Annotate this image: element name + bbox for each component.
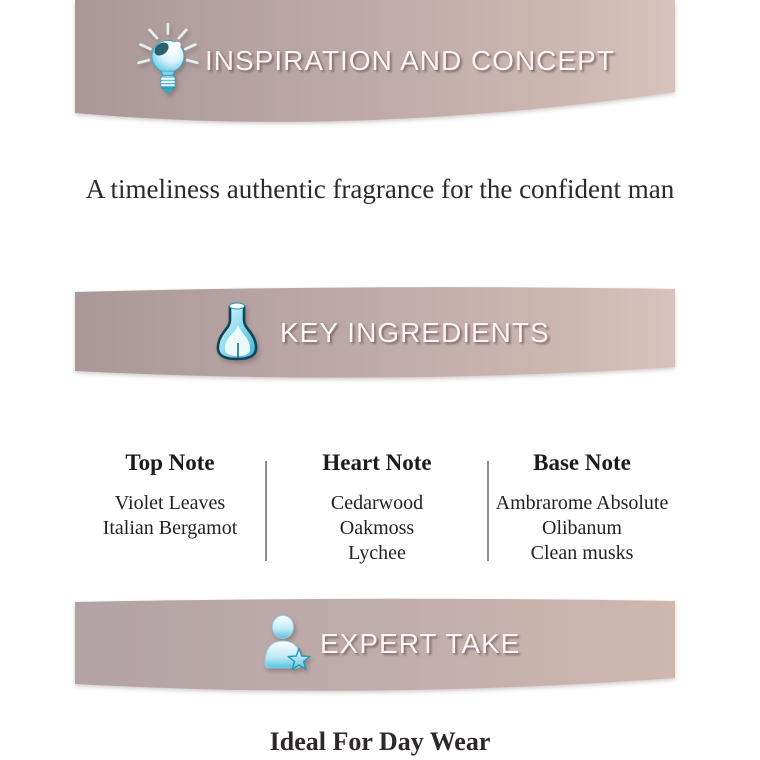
heart-note-heading: Heart Note	[322, 450, 432, 475]
note-item: Ambrarome Absolute	[495, 492, 669, 514]
person-star-icon	[260, 614, 312, 674]
base-note-column	[489, 448, 675, 566]
note-item: Clean musks	[530, 542, 634, 564]
note-item: Violet Leaves	[114, 492, 226, 514]
lightbulb-icon	[135, 19, 199, 103]
note-item: Olibanum	[542, 517, 622, 539]
ingredients-title: KEY INGREDIENTS	[280, 317, 550, 348]
fragrance-description: A timeliness authentic fragrance for the confident man	[85, 174, 675, 204]
flask-icon	[208, 301, 266, 365]
expert-note: Ideal For Day Wear	[269, 727, 491, 756]
inspiration-title: INSPIRATION AND CONCEPT	[205, 45, 615, 76]
inspiration-banner	[135, 18, 615, 104]
expert-banner	[260, 612, 520, 676]
ingredients-banner	[208, 300, 550, 366]
note-item: Oakmoss	[339, 517, 415, 539]
note-item: Lychee	[348, 542, 406, 564]
top-note-column	[75, 448, 265, 566]
note-item: Italian Bergamot	[102, 517, 238, 539]
notes-columns	[75, 448, 675, 566]
expert-title: EXPERT TAKE	[320, 628, 521, 659]
base-note-heading: Base Note	[533, 450, 631, 475]
top-note-heading: Top Note	[125, 450, 215, 475]
heart-note-column	[267, 448, 487, 566]
note-item: Cedarwood	[330, 492, 424, 514]
